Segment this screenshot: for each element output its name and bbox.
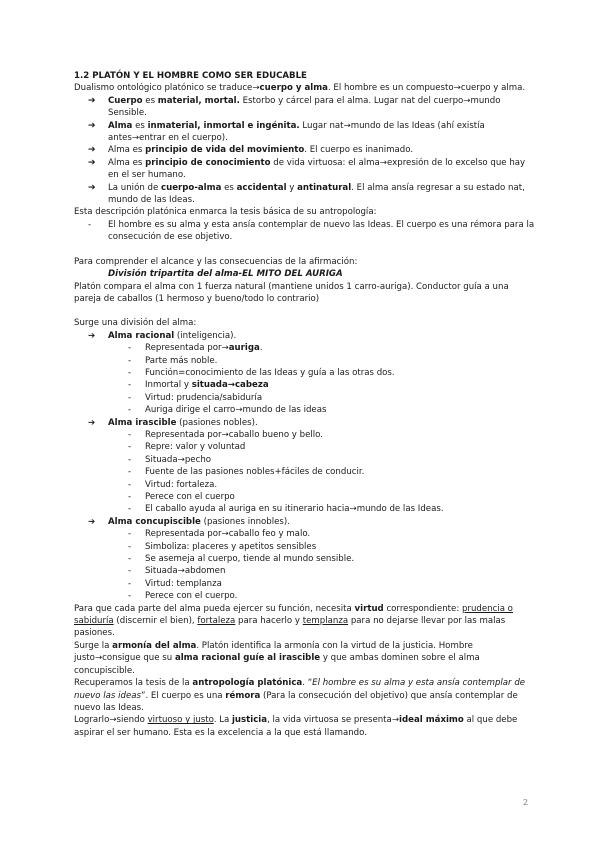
dash-bullet: - <box>128 355 132 366</box>
alma-irascible-item <box>74 441 536 453</box>
text: Perece con el cuerpo. <box>145 591 238 602</box>
alma-paren: (pasiones nobles). <box>176 417 258 428</box>
dash-bullet: - <box>128 504 132 515</box>
recuperamos-paragraph <box>74 677 536 714</box>
dash-bullet: - <box>128 591 132 602</box>
text: Situada→pecho <box>145 454 212 465</box>
alma-irascible-item <box>74 429 536 441</box>
alma-racional-item <box>74 392 536 404</box>
arrow-item-alma-conocimiento <box>74 157 536 182</box>
text: al que debe aspirar el ser humano. Esta es la excelencia a la que está llamando. <box>74 715 518 738</box>
alma-irascible-item <box>74 466 536 478</box>
alma-concupiscible-item <box>74 565 536 577</box>
text: y que ambas dominen sobre el alma concupiscible. <box>74 653 480 676</box>
spacer <box>74 244 536 256</box>
text: Alma es <box>108 145 146 156</box>
term: armonía del alma <box>112 640 197 651</box>
dash-bullet: - <box>128 392 132 403</box>
arrow-bullet-icon: ➔ <box>88 330 96 341</box>
term: principio de conocimiento <box>145 157 271 168</box>
text: Lograrlo→siendo <box>74 715 148 726</box>
dash-bullet: - <box>128 454 132 465</box>
text: es <box>142 95 158 106</box>
alma-name: Alma concupiscible <box>108 516 201 527</box>
intro-text-2: . El hombre es un compuesto→cuerpo y alma. <box>327 83 526 94</box>
alma-concupiscible-heading <box>74 516 536 528</box>
text: Virtud: fortaleza. <box>145 479 218 490</box>
text: Perece con el cuerpo <box>145 492 235 502</box>
section-title: 1.2 PLATÓN Y EL HOMBRE COMO SER EDUCABLE <box>74 71 307 81</box>
alma-racional-item <box>74 379 536 391</box>
underlined-term: prudencia o sabiduría <box>74 603 513 627</box>
text: de vida virtuosa: el alma→expresión de lo excelso que hay en el ser humano. <box>108 157 526 181</box>
text: es <box>132 120 148 131</box>
dash-bullet: - <box>128 405 132 416</box>
alma-concupiscible-item <box>74 553 536 565</box>
arrow-bullet-icon: ➔ <box>88 157 96 168</box>
alma-racional-item <box>74 342 536 354</box>
text: Virtud: templanza <box>145 578 222 589</box>
dash-item-text: El hombre es su alma y esta ansía contemplar de nuevo las Ideas. El cuerpo es una rémora para la consecución de ese objetivo. <box>108 219 535 243</box>
alma-paren: (inteligencia). <box>174 330 237 341</box>
term: antropología platónica <box>192 678 303 689</box>
alma-irascible-item <box>74 491 536 503</box>
dash-bullet: - <box>128 541 132 552</box>
text: y <box>286 182 298 193</box>
dash-bullet: - <box>88 219 92 230</box>
dash-bullet: - <box>128 578 132 589</box>
document-page <box>74 70 536 739</box>
text: Representada por→ <box>145 343 229 354</box>
term: material, mortal. <box>157 95 240 106</box>
intro-bold: cuerpo y alma <box>259 83 328 94</box>
term: rémora <box>225 690 261 701</box>
text: Función=conocimiento de las Ideas y guía a las otras dos. <box>145 367 395 378</box>
text: para hacerlo y <box>235 616 303 627</box>
alma-irascible-item <box>74 479 536 491</box>
text: La unión de <box>108 182 161 193</box>
alma-concupiscible-item <box>74 590 536 602</box>
arrow-bullet-icon: ➔ <box>88 145 96 156</box>
term: justicia <box>231 715 268 726</box>
term: cuerpo-alma <box>160 182 222 193</box>
text: (discernir el bien), <box>113 616 198 627</box>
underlined-term: templanza <box>302 616 349 627</box>
text: . El cuerpo es inanimado. <box>304 145 414 156</box>
virtud-paragraph <box>74 603 536 640</box>
dash-bullet: - <box>128 343 132 354</box>
dash-bullet: - <box>128 479 132 490</box>
text: El caballo ayuda al auriga en su itinerario hacia→mundo de las Ideas. <box>145 504 444 515</box>
intro-text-1: Dualismo ontológico platónico se traduce→ <box>74 83 260 94</box>
text: Fuente de las pasiones nobles+fáciles de conducir. <box>145 467 365 478</box>
dash-bullet: - <box>128 492 132 502</box>
text: Alma es <box>108 157 146 168</box>
underlined-term: fortaleza <box>197 616 236 627</box>
quote: El hombre es su alma y esta ansía contemplar de nuevo las ideas <box>74 678 526 701</box>
text: Representada por→caballo bueno y bello. <box>145 429 323 440</box>
text: . El alma ansía regresar a su estado nat, mundo de las Ideas. <box>108 182 525 206</box>
text: Lugar nat→mundo de las Ideas (ahí existía antes→entrar en el cuerpo). <box>108 120 485 144</box>
arrow-item-cuerpo <box>74 95 536 120</box>
alma-irascible-item <box>74 503 536 515</box>
arrow-bullet-icon: ➔ <box>88 120 96 131</box>
text: Para que cada parte del alma pueda ejercer su función, necesita <box>74 603 355 614</box>
term: principio de vida del movimiento <box>145 145 305 156</box>
alma-racional-item <box>74 355 536 367</box>
text: Virtud: prudencia/sabiduría <box>145 392 263 403</box>
text: Surge la <box>74 640 113 651</box>
text: correspondiente: <box>383 603 462 614</box>
armonia-paragraph <box>74 640 536 677</box>
alma-irascible-heading <box>74 417 536 429</box>
text: Situada→abdomen <box>145 566 226 577</box>
alma-concupiscible-item <box>74 528 536 540</box>
text: ”. El cuerpo es una <box>141 690 226 701</box>
alma-concupiscible-item <box>74 578 536 590</box>
text: Parte más noble. <box>145 355 218 366</box>
alma-name: Alma racional <box>108 330 175 341</box>
page-number: 2 <box>523 798 529 807</box>
division-title: División tripartita del alma-EL MITO DEL AURIGA <box>108 269 343 280</box>
alma-name: Alma irascible <box>108 417 177 428</box>
term: Cuerpo <box>108 95 143 106</box>
arrow-item-alma-inmaterial <box>74 120 536 145</box>
term: ideal máximo <box>399 715 464 726</box>
term: auriga <box>228 343 260 354</box>
term: alma racional guíe al irascible <box>174 653 321 664</box>
dash-bullet: - <box>128 367 132 378</box>
text: para no dejarse llevar por las malas pasiones. <box>74 616 506 639</box>
arrow-bullet-icon: ➔ <box>88 182 96 193</box>
underlined-term: virtuoso y justo <box>147 715 214 726</box>
alma-racional-item <box>74 404 536 416</box>
spacer <box>74 305 536 317</box>
dash-bullet: - <box>128 529 132 540</box>
text: Recuperamos la tesis de la <box>74 678 193 689</box>
alma-paren: (pasiones innobles). <box>200 516 290 527</box>
text: (Para la consecución del objetivo) que ansía contemplar de nuevo las Ideas. <box>74 690 518 713</box>
arrow-bullet-icon: ➔ <box>88 417 96 428</box>
dash-bullet: - <box>128 554 132 565</box>
description-paragraph: Esta descripción platónica enmarca la tesis básica de su antropología: <box>74 207 377 218</box>
term: Alma <box>108 120 133 131</box>
arrow-bullet-icon: ➔ <box>88 516 96 527</box>
comprender-paragraph: Para comprender el alcance y las consecuencias de la afirmación: <box>74 256 358 267</box>
arrow-item-alma-vida <box>74 144 536 156</box>
text: Estorbo y cárcel para el alma. Lugar nat del cuerpo→mundo Sensible. <box>108 95 501 119</box>
dash-bullet: - <box>128 380 132 391</box>
intro-paragraph <box>74 82 536 94</box>
text: . Platón identifica la armonía con la virtud de la justicia. Hombre justo→consigue que su <box>74 640 473 664</box>
dash-bullet: - <box>128 429 132 440</box>
text: Auriga dirige el carro→mundo de las ideas <box>145 405 327 416</box>
alma-concupiscible-item <box>74 541 536 553</box>
text: es <box>221 182 237 193</box>
platon-compara-paragraph: Platón compara el alma con 1 fuerza natural (mantiene unidos 1 carro-auriga). Conductor guía a una pareja de caballos (1 hermoso y bueno/todo lo contrario) <box>74 281 509 304</box>
term: situada→cabeza <box>191 380 269 391</box>
text: . “ <box>302 678 313 689</box>
text: Inmortal y <box>145 380 192 391</box>
text: Repre: valor y voluntad <box>145 442 246 453</box>
surge-paragraph: Surge una división del alma: <box>74 318 197 329</box>
lograrlo-paragraph <box>74 714 536 739</box>
dash-bullet: - <box>128 442 132 453</box>
text: Representada por→caballo feo y malo. <box>145 529 311 540</box>
text: . La <box>213 715 232 726</box>
text: , la vida virtuosa se presenta→ <box>267 715 400 726</box>
text: Se asemeja al cuerpo, tiende al mundo sensible. <box>145 554 355 565</box>
text: Simboliza: placeres y apetitos sensibles <box>145 541 317 552</box>
text: . <box>259 343 263 354</box>
arrow-item-union <box>74 182 536 207</box>
alma-racional-item <box>74 367 536 379</box>
term: accidental <box>236 182 287 193</box>
term: virtud <box>354 603 384 614</box>
alma-irascible-item <box>74 454 536 466</box>
alma-racional-heading <box>74 330 536 342</box>
dash-bullet: - <box>128 566 132 577</box>
dash-item <box>74 219 536 244</box>
dash-bullet: - <box>128 467 132 478</box>
arrow-bullet-icon: ➔ <box>88 95 96 106</box>
term: inmaterial, inmortal e ingénita. <box>147 120 300 131</box>
term: antinatural <box>297 182 352 193</box>
